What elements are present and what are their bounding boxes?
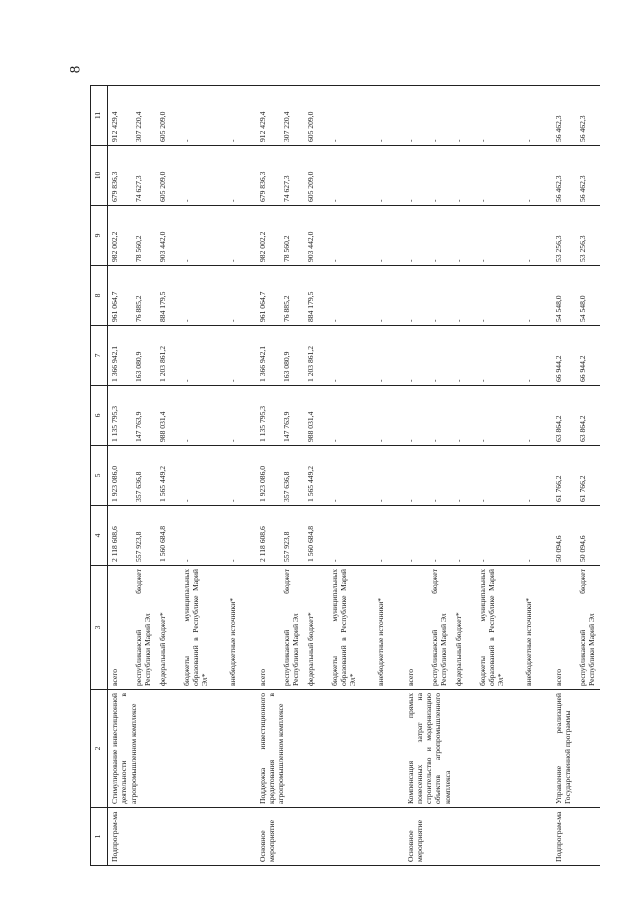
value-cell: 1 565 449,2 xyxy=(156,446,180,506)
value-cell: - xyxy=(428,326,452,386)
value-cell: - xyxy=(404,206,428,266)
value-cell: 1 366 942,1 xyxy=(256,326,280,386)
table-row xyxy=(108,86,132,866)
value-cell: - xyxy=(374,386,398,446)
funding-source-cell: республиканский бюджет Республики Марий Эл xyxy=(132,566,156,690)
value-cell: - xyxy=(476,506,522,566)
value-cell: 147 763,9 xyxy=(132,386,156,446)
value-cell: - xyxy=(522,326,546,386)
value-cell: - xyxy=(428,206,452,266)
value-cell: - xyxy=(404,146,428,206)
value-cell: - xyxy=(226,446,250,506)
value-cell: - xyxy=(226,86,250,146)
value-cell: 1 366 942,1 xyxy=(108,326,132,386)
value-cell: 78 560,2 xyxy=(132,206,156,266)
value-cell: - xyxy=(404,86,428,146)
column-number: 1 xyxy=(91,808,108,866)
element-name-cell: Поддержка инвестиционного кредитования в агропромышленном комплексе xyxy=(256,690,398,808)
value-cell: - xyxy=(180,386,226,446)
funding-source-cell: федеральный бюджет* xyxy=(156,566,180,690)
value-cell: 988 031,4 xyxy=(156,386,180,446)
value-cell: 307 220,4 xyxy=(132,86,156,146)
value-cell: - xyxy=(452,206,476,266)
value-cell: 56 462,3 xyxy=(552,146,576,206)
value-cell: 1 565 449,2 xyxy=(304,446,328,506)
value-cell: - xyxy=(428,386,452,446)
funding-source-cell: федеральный бюджет* xyxy=(304,566,328,690)
value-cell: - xyxy=(374,446,398,506)
value-cell: - xyxy=(452,506,476,566)
value-cell: 1 923 086,0 xyxy=(256,446,280,506)
value-cell: 982 002,2 xyxy=(256,206,280,266)
element-name-cell: Стимулирование инвестиционной деятельности в агропромышленном комплексе xyxy=(108,690,250,808)
value-cell: 66 944,2 xyxy=(552,326,576,386)
value-cell: - xyxy=(328,266,374,326)
value-cell: - xyxy=(428,266,452,326)
funding-source-cell: бюджеты муниципальных образований в Республике Марий Эл* xyxy=(476,566,522,690)
value-cell: - xyxy=(476,206,522,266)
element-name-cell: Управление реализацией Государственной программы xyxy=(552,690,600,808)
value-cell: 557 923,8 xyxy=(132,506,156,566)
value-cell: 56 462,3 xyxy=(576,146,600,206)
value-cell: 2 118 608,6 xyxy=(256,506,280,566)
funding-source-cell: бюджеты муниципальных образований в Республике Марий Эл* xyxy=(180,566,226,690)
funding-source-cell: всего xyxy=(404,566,428,690)
column-number: 9 xyxy=(91,206,108,266)
value-cell: 66 944,2 xyxy=(576,326,600,386)
value-cell: 74 627,3 xyxy=(280,146,304,206)
value-cell: - xyxy=(404,386,428,446)
value-cell: 912 429,4 xyxy=(256,86,280,146)
value-cell: - xyxy=(374,266,398,326)
value-cell: - xyxy=(404,506,428,566)
value-cell: - xyxy=(226,386,250,446)
value-cell: - xyxy=(180,326,226,386)
funding-source-cell: внебюджетные источники* xyxy=(226,566,250,690)
value-cell: - xyxy=(328,206,374,266)
value-cell: - xyxy=(180,146,226,206)
value-cell: 884 179,5 xyxy=(156,266,180,326)
value-cell: 74 627,3 xyxy=(132,146,156,206)
value-cell: - xyxy=(476,146,522,206)
column-number: 3 xyxy=(91,566,108,690)
value-cell: 1 203 861,2 xyxy=(156,326,180,386)
value-cell: 1 203 861,2 xyxy=(304,326,328,386)
value-cell: 1 923 086,0 xyxy=(108,446,132,506)
funding-source-cell: всего xyxy=(552,566,576,690)
value-cell: - xyxy=(404,266,428,326)
value-cell: 605 209,0 xyxy=(156,146,180,206)
value-cell: 605 209,0 xyxy=(304,146,328,206)
value-cell: 903 442,0 xyxy=(304,206,328,266)
value-cell: - xyxy=(452,266,476,326)
value-cell: - xyxy=(374,326,398,386)
value-cell: 1 135 795,3 xyxy=(256,386,280,446)
value-cell: - xyxy=(452,146,476,206)
funding-source-cell: республиканский бюджет Республики Марий Эл xyxy=(428,566,452,690)
element-type-cell: Подпрограм-ма xyxy=(108,808,250,866)
value-cell: 961 064,7 xyxy=(108,266,132,326)
value-cell: - xyxy=(522,266,546,326)
value-cell: 53 256,3 xyxy=(552,206,576,266)
value-cell: - xyxy=(328,446,374,506)
value-cell: - xyxy=(452,446,476,506)
value-cell: - xyxy=(226,266,250,326)
value-cell: - xyxy=(180,86,226,146)
value-cell: 605 209,0 xyxy=(156,86,180,146)
column-number: 7 xyxy=(91,326,108,386)
value-cell: - xyxy=(328,86,374,146)
value-cell: 61 766,2 xyxy=(552,446,576,506)
value-cell: - xyxy=(428,446,452,506)
value-cell: - xyxy=(328,146,374,206)
column-number: 11 xyxy=(91,86,108,146)
value-cell: 2 118 608,6 xyxy=(108,506,132,566)
value-cell: - xyxy=(226,206,250,266)
value-cell: 56 462,3 xyxy=(576,86,600,146)
value-cell: - xyxy=(226,326,250,386)
value-cell: - xyxy=(404,446,428,506)
value-cell: 982 002,2 xyxy=(108,206,132,266)
value-cell: 50 094,6 xyxy=(576,506,600,566)
table-container xyxy=(90,86,622,866)
value-cell: 884 179,5 xyxy=(304,266,328,326)
value-cell: 912 429,4 xyxy=(108,86,132,146)
value-cell: - xyxy=(452,326,476,386)
funding-source-cell: внебюджетные источники* xyxy=(522,566,546,690)
value-cell: - xyxy=(328,386,374,446)
value-cell: - xyxy=(180,206,226,266)
value-cell: - xyxy=(428,506,452,566)
value-cell: - xyxy=(226,146,250,206)
value-cell: 56 462,3 xyxy=(552,86,576,146)
value-cell: - xyxy=(328,326,374,386)
table-row xyxy=(552,86,576,866)
value-cell: 679 836,3 xyxy=(108,146,132,206)
value-cell: - xyxy=(180,506,226,566)
column-number: 8 xyxy=(91,266,108,326)
element-name-cell: Компенсация прямых понесенных затрат на строительство и модернизацию объектов агропромышленного комплекса xyxy=(404,690,546,808)
value-cell: 1 135 795,3 xyxy=(108,386,132,446)
value-cell: 61 766,2 xyxy=(576,446,600,506)
table-row xyxy=(404,86,428,866)
value-cell: 679 836,3 xyxy=(256,146,280,206)
value-cell: 557 923,8 xyxy=(280,506,304,566)
value-cell: - xyxy=(476,326,522,386)
value-cell: - xyxy=(428,86,452,146)
value-cell: 961 064,7 xyxy=(256,266,280,326)
value-cell: 54 548,0 xyxy=(576,266,600,326)
budget-table xyxy=(90,85,600,866)
value-cell: - xyxy=(452,86,476,146)
column-number: 2 xyxy=(91,690,108,808)
value-cell: 54 548,0 xyxy=(552,266,576,326)
value-cell: 163 080,9 xyxy=(132,326,156,386)
value-cell: - xyxy=(522,146,546,206)
value-cell: 357 636,8 xyxy=(132,446,156,506)
value-cell: 307 220,4 xyxy=(280,86,304,146)
value-cell: - xyxy=(374,86,398,146)
value-cell: - xyxy=(374,206,398,266)
value-cell: - xyxy=(522,86,546,146)
funding-source-cell: бюджеты муниципальных образований в Республике Марий Эл* xyxy=(328,566,374,690)
value-cell: - xyxy=(180,446,226,506)
value-cell: - xyxy=(522,206,546,266)
value-cell: - xyxy=(328,506,374,566)
value-cell: 63 864,2 xyxy=(552,386,576,446)
value-cell: 605 209,0 xyxy=(304,86,328,146)
value-cell: 1 560 684,8 xyxy=(304,506,328,566)
value-cell: 53 256,3 xyxy=(576,206,600,266)
value-cell: - xyxy=(522,446,546,506)
funding-source-cell: федеральный бюджет* xyxy=(452,566,476,690)
value-cell: - xyxy=(476,266,522,326)
value-cell: - xyxy=(476,386,522,446)
funding-source-cell: внебюджетные источники* xyxy=(374,566,398,690)
value-cell: 76 885,2 xyxy=(132,266,156,326)
column-number: 4 xyxy=(91,506,108,566)
value-cell: 163 080,9 xyxy=(280,326,304,386)
element-type-cell: Основное мероприятие xyxy=(256,808,398,866)
funding-source-cell: республиканский бюджет Республики Марий Эл xyxy=(280,566,304,690)
value-cell: 76 885,2 xyxy=(280,266,304,326)
value-cell: - xyxy=(226,506,250,566)
value-cell: 357 636,8 xyxy=(280,446,304,506)
value-cell: - xyxy=(180,266,226,326)
value-cell: - xyxy=(404,326,428,386)
value-cell: 50 094,6 xyxy=(552,506,576,566)
value-cell: - xyxy=(374,506,398,566)
element-type-cell: Подпрограм-ма xyxy=(552,808,600,866)
value-cell: 147 763,9 xyxy=(280,386,304,446)
column-number: 10 xyxy=(91,146,108,206)
value-cell: - xyxy=(428,146,452,206)
value-cell: 1 560 684,8 xyxy=(156,506,180,566)
page-number: 8 xyxy=(67,65,84,74)
table-row xyxy=(256,86,280,866)
column-number: 6 xyxy=(91,386,108,446)
value-cell: 903 442,0 xyxy=(156,206,180,266)
value-cell: 78 560,2 xyxy=(280,206,304,266)
column-number-row xyxy=(91,86,108,866)
value-cell: - xyxy=(476,86,522,146)
value-cell: 988 031,4 xyxy=(304,386,328,446)
element-type-cell: Основное мероприятие xyxy=(404,808,546,866)
value-cell: 63 864,2 xyxy=(576,386,600,446)
funding-source-cell: республиканский бюджет Республики Марий Эл xyxy=(576,566,600,690)
value-cell: - xyxy=(374,146,398,206)
funding-source-cell: всего xyxy=(108,566,132,690)
table-body xyxy=(91,86,600,866)
column-number: 5 xyxy=(91,446,108,506)
value-cell: - xyxy=(476,446,522,506)
value-cell: - xyxy=(452,386,476,446)
value-cell: - xyxy=(522,386,546,446)
value-cell: - xyxy=(522,506,546,566)
funding-source-cell: всего xyxy=(256,566,280,690)
